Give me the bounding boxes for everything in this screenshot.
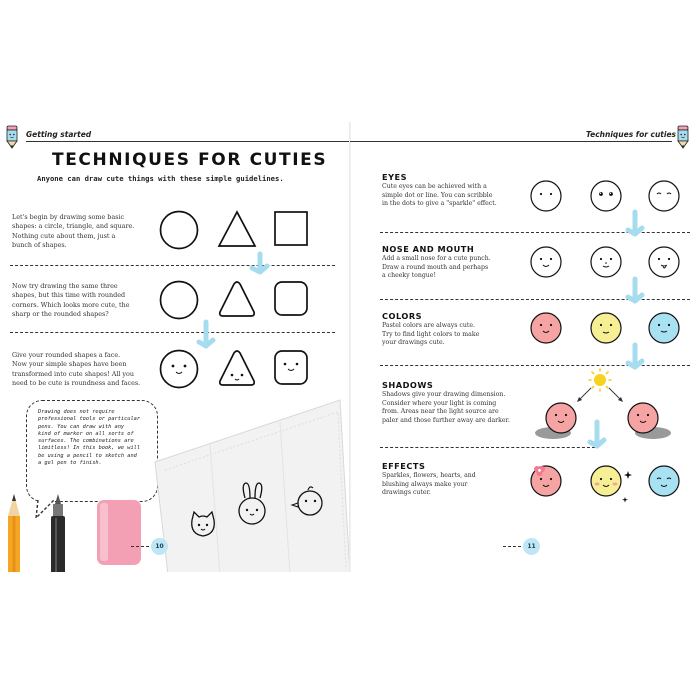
text-effects: Sparkles, flowers, hearts, and blushing always make your drawings cuter. [382, 472, 476, 497]
rounded-shapes-illustration [158, 280, 308, 320]
effects-illustration [525, 457, 685, 507]
heading-shadows: SHADOWS [382, 380, 434, 390]
text-colors: Pastel colors are always cute. Try to find light colors to make your drawings cute. [382, 322, 480, 347]
page-title: TECHNIQUES FOR CUTIES [52, 150, 328, 170]
basic-shapes-illustration [158, 210, 308, 250]
down-arrow-icon [587, 422, 611, 454]
gel-pen-icon [47, 494, 69, 572]
page-subtitle: Anyone can draw cute things with these simple guidelines. [37, 174, 284, 183]
down-arrow-icon [625, 212, 649, 242]
cat-face-icon [188, 510, 218, 540]
face-shapes-illustration [158, 349, 308, 389]
running-head-rule [350, 141, 672, 142]
running-head-right: Techniques for cuties [586, 130, 677, 139]
heading-nose-mouth: NOSE AND MOUTH [382, 244, 475, 254]
sun-icon [589, 369, 611, 391]
heading-eyes: EYES [382, 172, 408, 182]
left-page [0, 122, 350, 572]
divider [380, 447, 595, 448]
page-number-rule [503, 546, 521, 547]
nose-mouth-illustration [530, 245, 680, 279]
tip-text: Drawing does not require professional tools or particular pens. You can draw with any kind of marker on all sorts of surfaces. The combinations are limitless! In this book, we will be using a pencil to sketch and a gel pen to finish. [38, 409, 141, 467]
page-number-left: 10 [151, 538, 168, 555]
bunny-face-icon [235, 482, 269, 526]
book-spread [0, 122, 700, 572]
sparkle-icon [622, 471, 632, 503]
pencil-mascot-icon [677, 126, 689, 148]
eyes-illustration [530, 179, 680, 213]
divider [10, 265, 335, 266]
text-shadows: Shadows give your drawing dimension. Consider where your light is coming from. Areas near the light source are paler and those further away are darker. [382, 391, 510, 424]
divider [10, 332, 335, 333]
paragraph-cute-faces: Give your rounded shapes a face. Now your simple shapes have been transformed into cute shapes! All you need to be cute is roundness and faces. [12, 351, 141, 387]
right-page [350, 122, 700, 572]
bird-face-icon [292, 484, 326, 518]
pencil-icon [5, 494, 23, 572]
paragraph-basic-shapes: Let's begin by drawing some basic shapes: a circle, triangle, and square. Nothing cute about them, just a bunch of shapes. [12, 213, 135, 249]
colors-illustration [530, 311, 680, 345]
down-arrow-icon [625, 279, 649, 309]
eraser-icon [94, 500, 144, 565]
heading-colors: COLORS [382, 311, 423, 321]
running-head-left: Getting started [26, 130, 92, 139]
page-number-right: 11 [523, 538, 540, 555]
text-nose-mouth: Add a small nose for a cute punch. Draw a round mouth and perhaps a cheeky tongue! [382, 255, 491, 280]
heading-effects: EFFECTS [382, 461, 426, 471]
page-number-rule [131, 546, 149, 547]
pencil-mascot-icon [6, 126, 18, 148]
paragraph-rounded-shapes: Now try drawing the same three shapes, but this time with rounded corners. Which looks more cute, the sharp or the rounded shapes? [12, 282, 130, 318]
text-eyes: Cute eyes can be achieved with a simple dot or line. You can scribble in the dots to give a "sparkle" effect. [382, 183, 497, 208]
running-head-rule [26, 141, 350, 142]
